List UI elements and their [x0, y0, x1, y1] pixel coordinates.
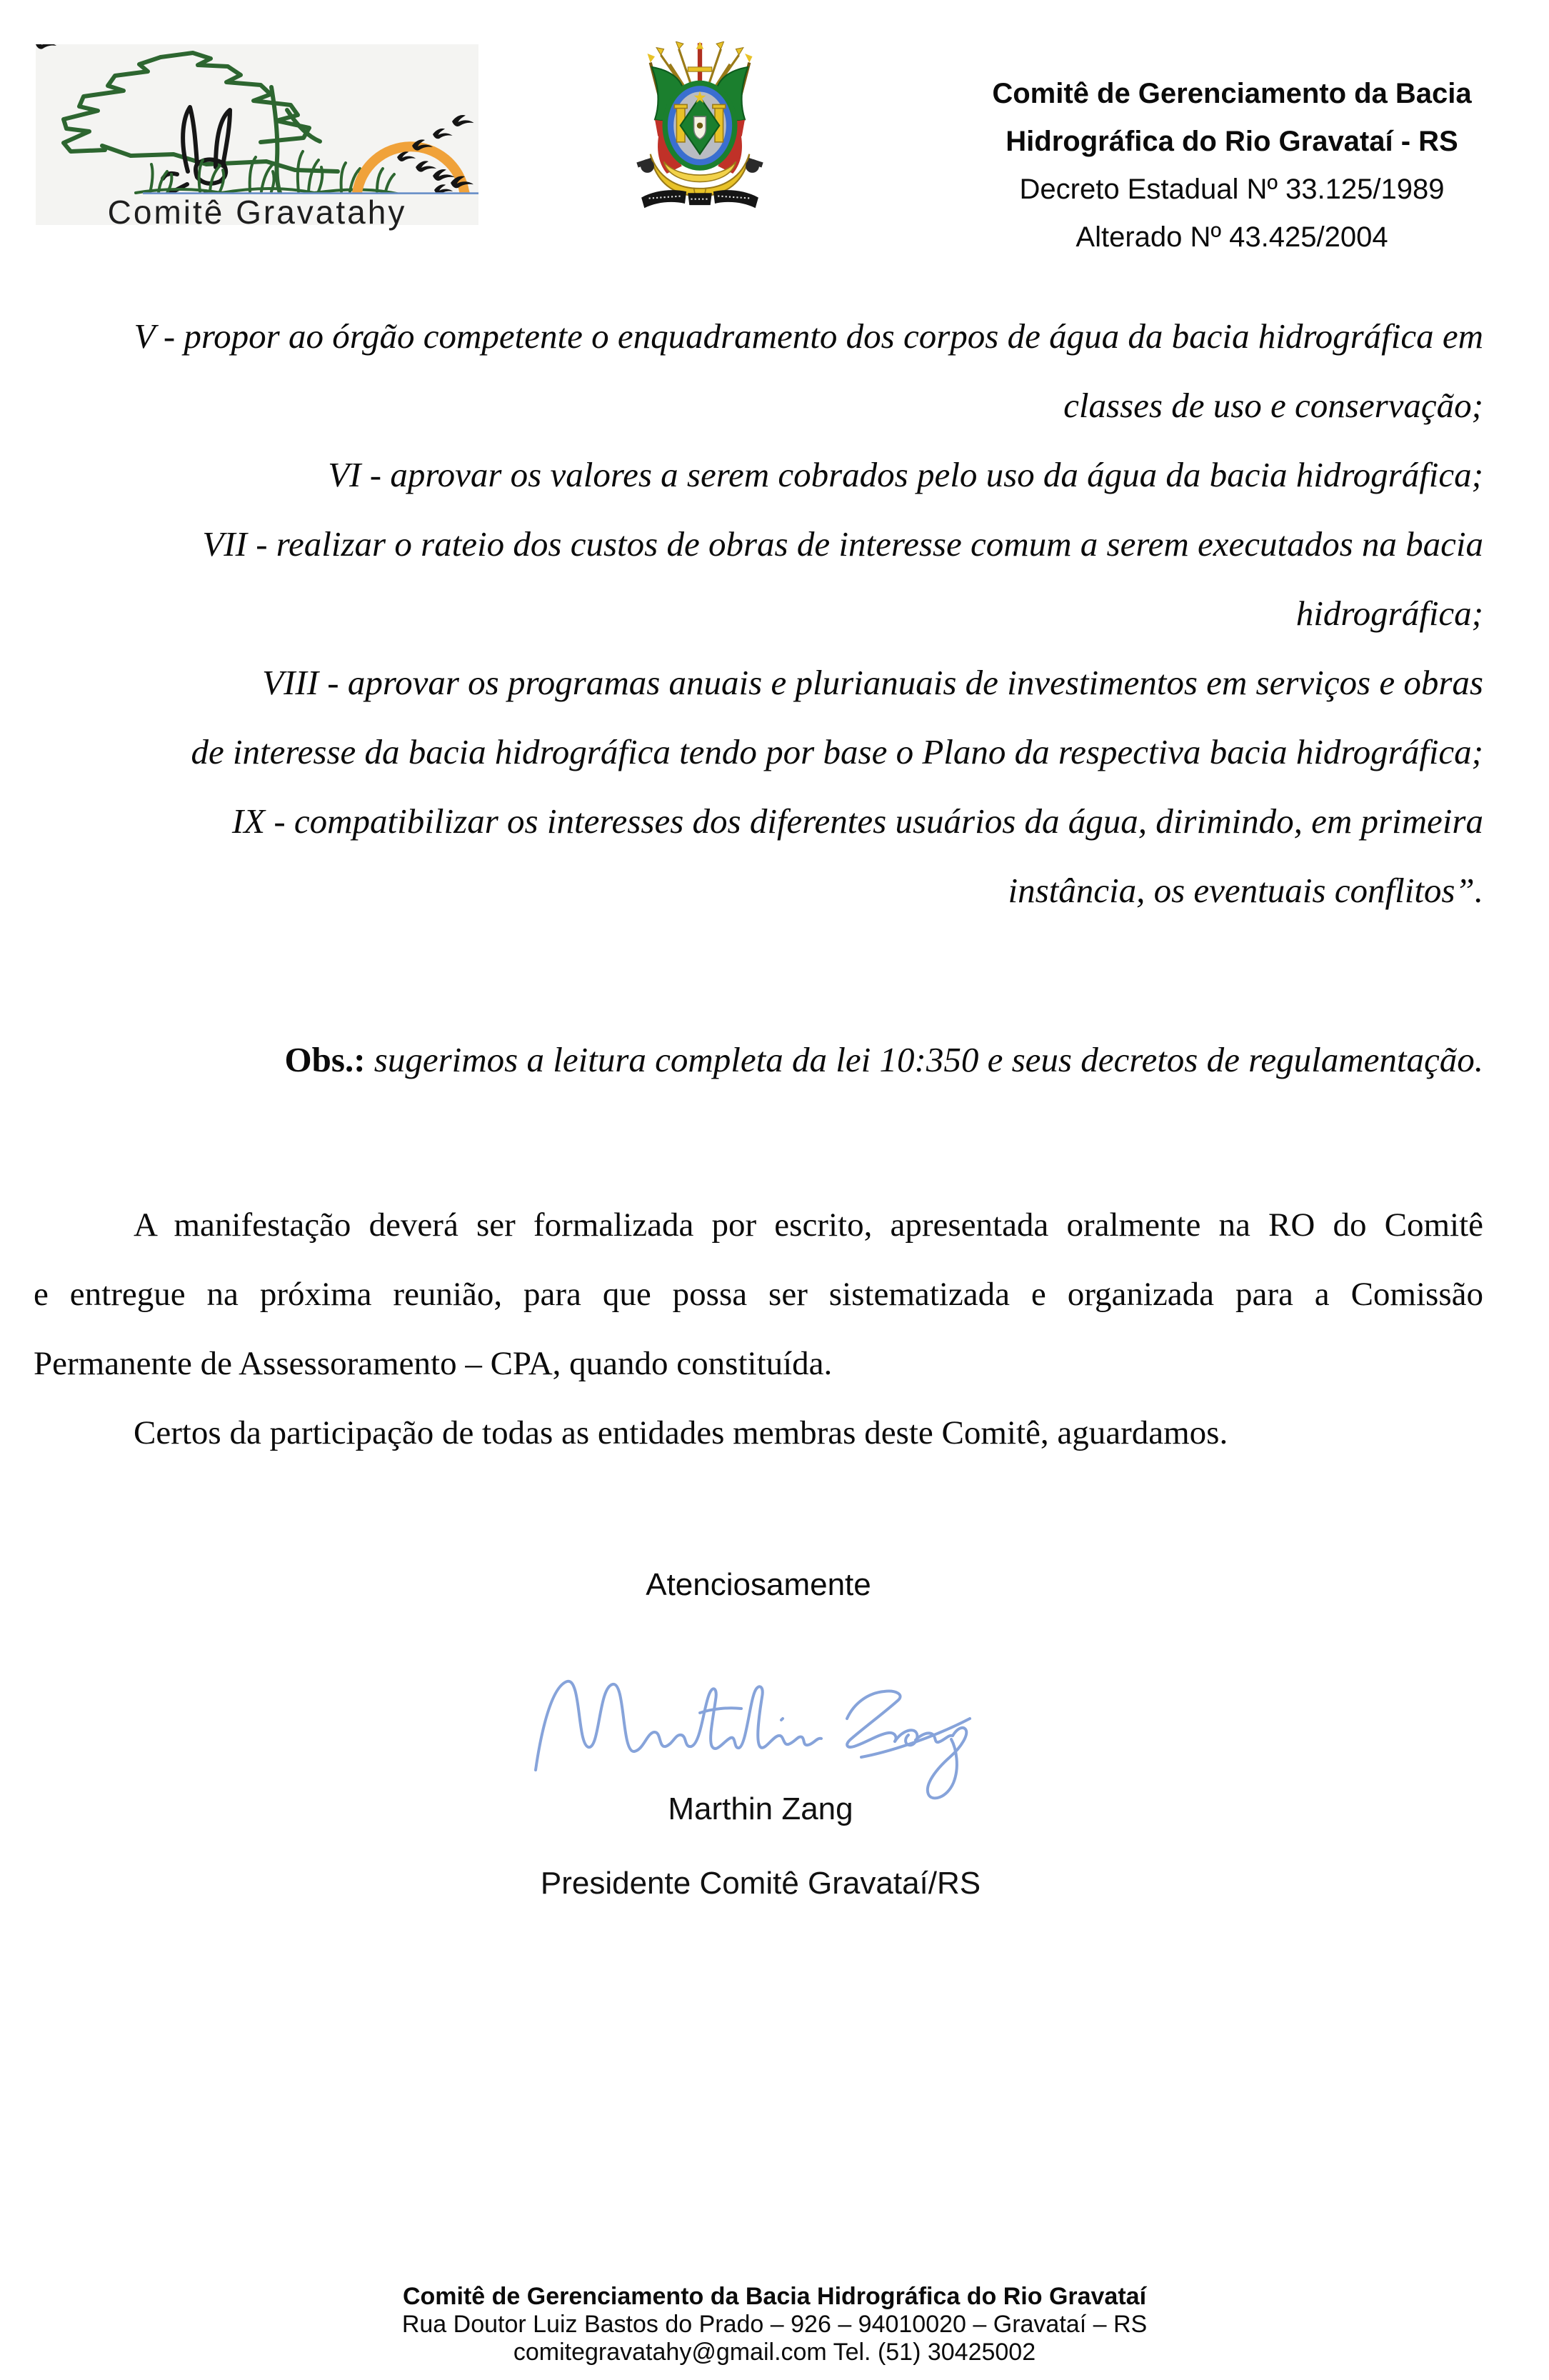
clause-vii-line2: hidrográfica; [1295, 594, 1483, 633]
clause-v-line2: classes de uso e conservação; [1063, 386, 1483, 425]
clause-vi-line1: VI - aprovar os valores a serem cobrados pelo uso da água da bacia hidrográfica; [328, 455, 1483, 494]
footer-address: Rua Doutor Luiz Bastos do Prado – 926 – 94010020 – Gravataí – RS [401, 2311, 1148, 2338]
manifest-paragraph-line1: A manifestação deverá ser formalizada por escrito, apresentada oralmente na RO do Comitê [134, 1206, 1483, 1244]
manifest-paragraph-line2: e entregue na próxima reunião, para que possa ser sistematizada e organizada para a Comissão [34, 1276, 1483, 1313]
certos-paragraph: Certos da participação de todas as entidades membras deste Comitê, aguardamos. [134, 1414, 1228, 1451]
clause-viii-line1: VIII - aprovar os programas anuais e plurianuais de investimentos em serviços e obras [262, 663, 1483, 702]
signatory-name: Marthin Zang [668, 1791, 853, 1826]
clause-vii-line1: VII - realizar o rateio dos custos de obras de interesse comum a serem executados na bacia [202, 524, 1483, 564]
coat-of-arms-icon [625, 41, 775, 216]
org-decree-amended: Alterado Nº 43.425/2004 [1076, 221, 1388, 253]
salutation: Atenciosamente [646, 1567, 871, 1602]
manifest-paragraph-line3: Permanente de Assessoramento – CPA, quando constituída. [34, 1345, 833, 1382]
org-decree: Decreto Estadual Nº 33.125/1989 [1019, 174, 1445, 205]
observation-note [34, 1025, 1483, 1094]
state-coat-of-arms [625, 41, 775, 216]
org-name-line1: Comitê de Gerenciamento da Bacia [992, 78, 1472, 109]
sun-arc-icon [357, 146, 467, 194]
footer-org-name: Comitê de Gerenciamento da Bacia Hidrográfica do Rio Gravataí [402, 2283, 1147, 2310]
birds-icon [36, 44, 473, 194]
handwritten-signature [527, 1649, 973, 1802]
signature-icon [527, 1649, 973, 1802]
org-name-line2: Hidrográfica do Rio Gravataí - RS [1006, 126, 1458, 157]
comite-gravatahy-logo [36, 44, 478, 231]
observation-text: sugerimos a leitura completa da lei 10:350 e seus decretos de regulamentação. [365, 1040, 1483, 1079]
logo-wordmark: Comitê Gravatahy [107, 194, 407, 231]
clause-v-line1: V - propor ao órgão competente o enquadramento dos corpos de água da bacia hidrográfica em [134, 316, 1483, 356]
letter-footer [0, 2283, 1549, 2366]
clause-ix-line1: IX - compatibilizar os interesses dos diferentes usuários da água, dirimindo, em primeira [231, 801, 1483, 841]
clause-ix-line2: instância, os eventuais conflitos”. [1008, 871, 1483, 910]
footer-contact: comitegravatahy@gmail.com Tel. (51) 30425002 [513, 2339, 1036, 2366]
clause-viii-line2: de interesse da bacia hidrográfica tendo por base o Plano da respectiva bacia hidrográfica; [191, 732, 1483, 771]
signatory-role: Presidente Comitê Gravataí/RS [540, 1866, 981, 1901]
logo-art [36, 44, 478, 194]
org-header-block [978, 70, 1485, 261]
observation-label: Obs.: [284, 1040, 366, 1079]
letter-body [34, 301, 1483, 1606]
